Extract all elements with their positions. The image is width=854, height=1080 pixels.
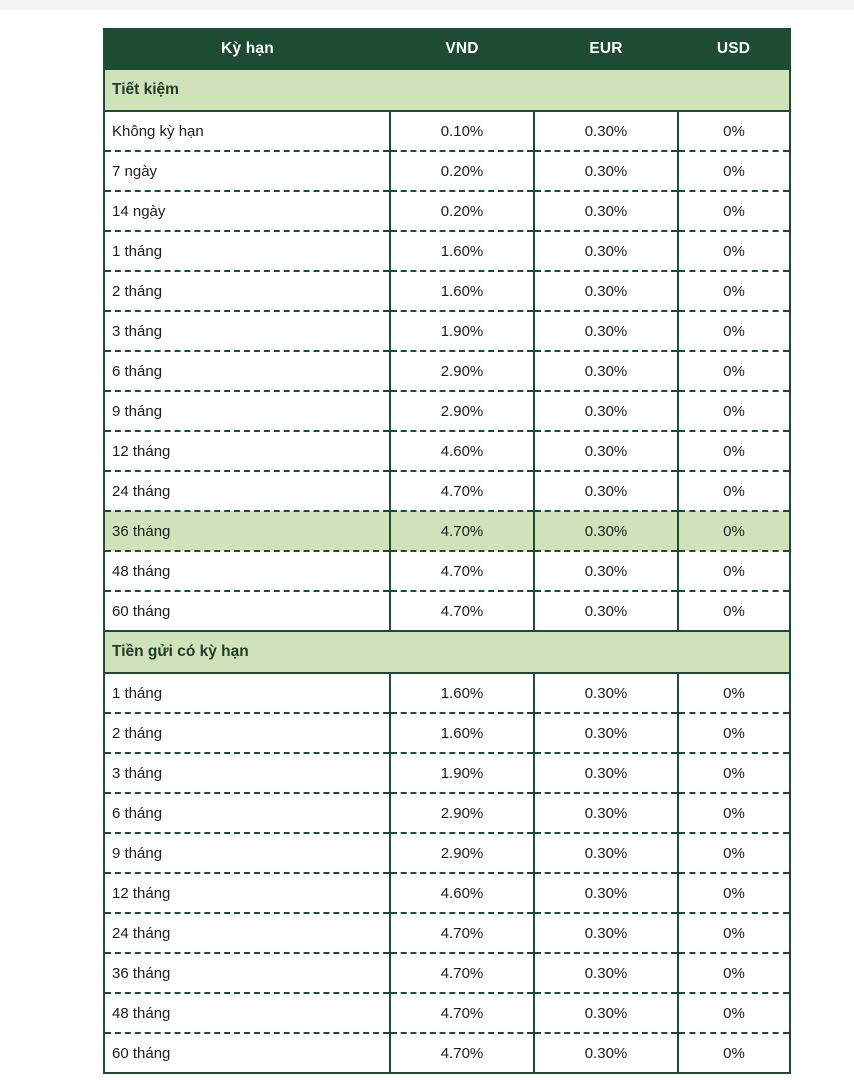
eur-rate-cell: 0.30% — [534, 151, 678, 191]
vnd-rate-cell: 0.10% — [390, 111, 534, 151]
vnd-rate-cell: 4.70% — [390, 953, 534, 993]
term-cell: 14 ngày — [104, 191, 390, 231]
term-cell: 1 tháng — [104, 673, 390, 713]
vnd-rate-cell: 2.90% — [390, 833, 534, 873]
eur-rate-cell: 0.30% — [534, 591, 678, 631]
rate-row[interactable] — [104, 471, 790, 511]
rate-row[interactable] — [104, 231, 790, 271]
vnd-rate-cell: 4.70% — [390, 1033, 534, 1073]
term-cell: 7 ngày — [104, 151, 390, 191]
usd-rate-cell: 0% — [678, 993, 790, 1033]
interest-rate-table — [103, 28, 791, 1074]
eur-rate-cell: 0.30% — [534, 431, 678, 471]
vnd-rate-cell: 0.20% — [390, 151, 534, 191]
term-cell: 2 tháng — [104, 271, 390, 311]
section-header-row — [104, 69, 790, 111]
rate-row[interactable] — [104, 391, 790, 431]
term-cell: 6 tháng — [104, 793, 390, 833]
term-cell: 24 tháng — [104, 913, 390, 953]
term-cell: 12 tháng — [104, 431, 390, 471]
rate-row[interactable] — [104, 431, 790, 471]
rate-row[interactable] — [104, 673, 790, 713]
eur-rate-cell: 0.30% — [534, 953, 678, 993]
column-header-term: Kỳ hạn — [104, 29, 390, 69]
rate-row[interactable] — [104, 833, 790, 873]
usd-rate-cell: 0% — [678, 793, 790, 833]
rate-row[interactable] — [104, 191, 790, 231]
term-cell: 48 tháng — [104, 551, 390, 591]
rate-row[interactable] — [104, 993, 790, 1033]
eur-rate-cell: 0.30% — [534, 833, 678, 873]
usd-rate-cell: 0% — [678, 191, 790, 231]
usd-rate-cell: 0% — [678, 753, 790, 793]
rate-row[interactable] — [104, 753, 790, 793]
vnd-rate-cell: 1.60% — [390, 231, 534, 271]
rate-row[interactable] — [104, 311, 790, 351]
rate-row[interactable] — [104, 793, 790, 833]
section-title: Tiết kiệm — [104, 69, 790, 111]
vnd-rate-cell: 4.70% — [390, 511, 534, 551]
header-row — [104, 29, 790, 69]
vnd-rate-cell: 1.60% — [390, 713, 534, 753]
vnd-rate-cell: 1.90% — [390, 753, 534, 793]
vnd-rate-cell: 1.60% — [390, 673, 534, 713]
eur-rate-cell: 0.30% — [534, 551, 678, 591]
term-cell: 60 tháng — [104, 591, 390, 631]
eur-rate-cell: 0.30% — [534, 713, 678, 753]
rate-row[interactable] — [104, 271, 790, 311]
usd-rate-cell: 0% — [678, 591, 790, 631]
term-cell: 36 tháng — [104, 511, 390, 551]
usd-rate-cell: 0% — [678, 111, 790, 151]
usd-rate-cell: 0% — [678, 431, 790, 471]
vnd-rate-cell: 4.60% — [390, 873, 534, 913]
vnd-rate-cell: 1.60% — [390, 271, 534, 311]
usd-rate-cell: 0% — [678, 351, 790, 391]
usd-rate-cell: 0% — [678, 471, 790, 511]
rate-row[interactable] — [104, 1033, 790, 1073]
vnd-rate-cell: 4.70% — [390, 471, 534, 511]
usd-rate-cell: 0% — [678, 1033, 790, 1073]
usd-rate-cell: 0% — [678, 311, 790, 351]
rate-row[interactable] — [104, 591, 790, 631]
usd-rate-cell: 0% — [678, 231, 790, 271]
eur-rate-cell: 0.30% — [534, 793, 678, 833]
rate-row[interactable] — [104, 551, 790, 591]
usd-rate-cell: 0% — [678, 873, 790, 913]
rate-row[interactable] — [104, 151, 790, 191]
vnd-rate-cell: 1.90% — [390, 311, 534, 351]
eur-rate-cell: 0.30% — [534, 231, 678, 271]
usd-rate-cell: 0% — [678, 953, 790, 993]
vnd-rate-cell: 4.70% — [390, 551, 534, 591]
top-gray-strip — [0, 0, 854, 10]
term-cell: 6 tháng — [104, 351, 390, 391]
usd-rate-cell: 0% — [678, 913, 790, 953]
term-cell: 3 tháng — [104, 311, 390, 351]
usd-rate-cell: 0% — [678, 833, 790, 873]
rate-row[interactable] — [104, 713, 790, 753]
eur-rate-cell: 0.30% — [534, 391, 678, 431]
eur-rate-cell: 0.30% — [534, 673, 678, 713]
eur-rate-cell: 0.30% — [534, 1033, 678, 1073]
vnd-rate-cell: 4.70% — [390, 913, 534, 953]
vnd-rate-cell: 2.90% — [390, 793, 534, 833]
term-cell: 3 tháng — [104, 753, 390, 793]
eur-rate-cell: 0.30% — [534, 311, 678, 351]
rate-row[interactable] — [104, 111, 790, 151]
column-header-eur: EUR — [534, 29, 678, 69]
eur-rate-cell: 0.30% — [534, 753, 678, 793]
usd-rate-cell: 0% — [678, 271, 790, 311]
eur-rate-cell: 0.30% — [534, 111, 678, 151]
term-cell: 48 tháng — [104, 993, 390, 1033]
eur-rate-cell: 0.30% — [534, 913, 678, 953]
rate-row[interactable] — [104, 873, 790, 913]
vnd-rate-cell: 2.90% — [390, 391, 534, 431]
vnd-rate-cell: 4.70% — [390, 591, 534, 631]
column-header-vnd: VND — [390, 29, 534, 69]
usd-rate-cell: 0% — [678, 713, 790, 753]
rate-row[interactable] — [104, 351, 790, 391]
eur-rate-cell: 0.30% — [534, 271, 678, 311]
column-header-usd: USD — [678, 29, 790, 69]
eur-rate-cell: 0.30% — [534, 351, 678, 391]
vnd-rate-cell: 4.60% — [390, 431, 534, 471]
rate-table-body — [104, 69, 790, 1073]
term-cell: 1 tháng — [104, 231, 390, 271]
term-cell: 2 tháng — [104, 713, 390, 753]
term-cell: 24 tháng — [104, 471, 390, 511]
vnd-rate-cell: 2.90% — [390, 351, 534, 391]
term-cell: 12 tháng — [104, 873, 390, 913]
usd-rate-cell: 0% — [678, 673, 790, 713]
term-cell: 36 tháng — [104, 953, 390, 993]
term-cell: Không kỳ hạn — [104, 111, 390, 151]
term-cell: 9 tháng — [104, 391, 390, 431]
section-header-row — [104, 631, 790, 673]
rate-row[interactable] — [104, 953, 790, 993]
eur-rate-cell: 0.30% — [534, 873, 678, 913]
usd-rate-cell: 0% — [678, 151, 790, 191]
eur-rate-cell: 0.30% — [534, 993, 678, 1033]
term-cell: 9 tháng — [104, 833, 390, 873]
section-title: Tiền gửi có kỳ hạn — [104, 631, 790, 673]
eur-rate-cell: 0.30% — [534, 471, 678, 511]
usd-rate-cell: 0% — [678, 391, 790, 431]
eur-rate-cell: 0.30% — [534, 511, 678, 551]
vnd-rate-cell: 4.70% — [390, 993, 534, 1033]
rate-row[interactable] — [104, 913, 790, 953]
rate-row[interactable] — [104, 511, 790, 551]
usd-rate-cell: 0% — [678, 511, 790, 551]
vnd-rate-cell: 0.20% — [390, 191, 534, 231]
term-cell: 60 tháng — [104, 1033, 390, 1073]
eur-rate-cell: 0.30% — [534, 191, 678, 231]
usd-rate-cell: 0% — [678, 551, 790, 591]
